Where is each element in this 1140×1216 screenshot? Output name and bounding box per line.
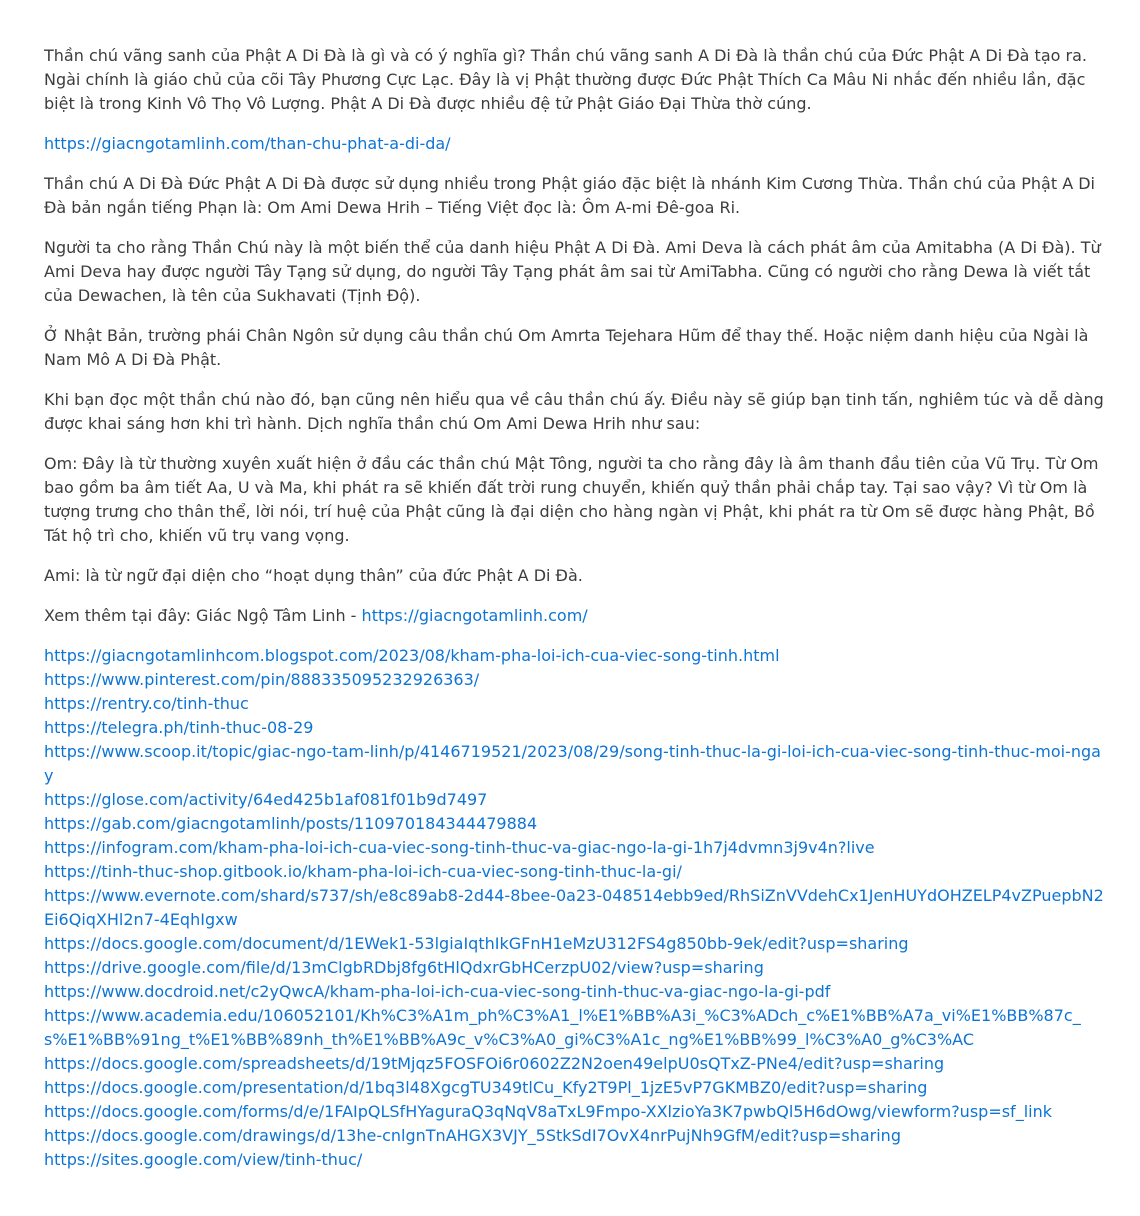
- external-link[interactable]: https://docs.google.com/drawings/d/13he-cnlgnTnAHGX3VJY_5StkSdI7OvX4nrPujNh9GfM/edit?usp=sharing: [44, 1126, 901, 1145]
- external-link[interactable]: https://docs.google.com/forms/d/e/1FAIpQLSfHYaguraQ3qNqV8aTxL9Fmpo-XXlzioYa3K7pwbQl5H6dOwg/viewform?usp=sf_link: [44, 1102, 1052, 1121]
- external-link[interactable]: https://docs.google.com/document/d/1EWek1-53lgiaIqthIkGFnH1eMzU312FS4g850bb-9ek/edit?usp=sharing: [44, 934, 909, 953]
- external-link[interactable]: https://telegra.ph/tinh-thuc-08-29: [44, 718, 314, 737]
- see-more-prefix: Xem thêm tại đây: Giác Ngộ Tâm Linh -: [44, 606, 362, 625]
- external-link[interactable]: https://giacngotamlinhcom.blogspot.com/2023/08/kham-pha-loi-ich-cua-viec-song-tinh.html: [44, 646, 780, 665]
- paragraph-mantra: Thần chú A Di Đà Đức Phật A Di Đà được sử dụng nhiều trong Phật giáo đặc biệt là nhánh Kim Cương Thừa. Thần chú của Phật A Di Đà bản ngắn tiếng Phạn là: Om Ami Dewa Hrih – Tiếng Việt đọc là: Ôm A-mi Đê-goa Ri.: [44, 174, 1095, 217]
- paragraph-japan: Ở Nhật Bản, trường phái Chân Ngôn sử dụng câu thần chú Om Amrta Tejehara Hũm để thay thế. Hoặc niệm danh hiệu của Ngài là Nam Mô A Di Đà Phật.: [44, 326, 1089, 369]
- see-more-link[interactable]: https://giacngotamlinh.com/: [361, 606, 588, 625]
- external-link[interactable]: https://sites.google.com/view/tinh-thuc/: [44, 1150, 363, 1169]
- external-link[interactable]: https://glose.com/activity/64ed425b1af081f01b9d7497: [44, 790, 488, 809]
- article-content: [44, 44, 1104, 1172]
- external-link[interactable]: https://www.evernote.com/shard/s737/sh/e8c89ab8-2d44-8bee-0a23-048514ebb9ed/RhSiZnVVdehCx1JenHUYdOHZELP4vZPuepbN2Ei6QiqXHl2n7-4EqhIgxw: [44, 886, 1104, 929]
- paragraph-ami: Ami: là từ ngữ đại diện cho “hoạt dụng thân” của đức Phật A Di Đà.: [44, 566, 583, 585]
- external-link[interactable]: https://tinh-thuc-shop.gitbook.io/kham-pha-loi-ich-cua-viec-song-tinh-thuc-la-gi/: [44, 862, 682, 881]
- external-link[interactable]: https://drive.google.com/file/d/13mClgbRDbj8fg6tHlQdxrGbHCerzpU02/view?usp=sharing: [44, 958, 764, 977]
- external-link[interactable]: https://rentry.co/tinh-thuc: [44, 694, 249, 713]
- link-than-chu-phat-a-di-da[interactable]: https://giacngotamlinh.com/than-chu-phat-a-di-da/: [44, 134, 451, 153]
- external-link[interactable]: https://www.pinterest.com/pin/888335095232926363/: [44, 670, 480, 689]
- external-link[interactable]: https://docs.google.com/spreadsheets/d/19tMjqz5FOSFOi6r0602Z2N2oen49elpU0sQTxZ-PNe4/edit?usp=sharing: [44, 1054, 945, 1073]
- external-link[interactable]: https://www.scoop.it/topic/giac-ngo-tam-linh/p/4146719521/2023/08/29/song-tinh-thuc-la-gi-loi-ich-cua-viec-song-tinh-thuc-moi-ngay: [44, 742, 1101, 785]
- link-list: [44, 644, 1104, 1172]
- external-link[interactable]: https://docs.google.com/presentation/d/1bq3l48XgcgTU349tlCu_Kfy2T9Pl_1jzE5vP7GKMBZ0/edit?usp=sharing: [44, 1078, 928, 1097]
- first-link-paragraph: [44, 132, 1104, 156]
- paragraph-intro: Thần chú vãng sanh của Phật A Di Đà là gì và có ý nghĩa gì? Thần chú vãng sanh A Di Đà là thần chú của Đức Phật A Di Đà tạo ra. Ngài chính là giáo chủ của cõi Tây Phương Cực Lạc. Đây là vị Phật thường được Đức Phật Thích Ca Mâu Ni nhắc đến nhiều lần, đặc biệt là trong Kinh Vô Thọ Vô Lượng. Phật A Di Đà được nhiều đệ tử Phật Giáo Đại Thừa thờ cúng.: [44, 46, 1087, 113]
- paragraph-meaning-intro: Khi bạn đọc một thần chú nào đó, bạn cũng nên hiểu qua về câu thần chú ấy. Điều này sẽ giúp bạn tinh tấn, nghiêm túc và dễ dàng được khai sáng hơn khi trì hành. Dịch nghĩa thần chú Om Ami Dewa Hrih như sau:: [44, 390, 1104, 433]
- external-link[interactable]: https://infogram.com/kham-pha-loi-ich-cua-viec-song-tinh-thuc-va-giac-ngo-la-gi-1h7j4dvmn3j9v4n?live: [44, 838, 875, 857]
- see-more-paragraph: [44, 604, 1104, 628]
- external-link[interactable]: https://www.docdroid.net/c2yQwcA/kham-pha-loi-ich-cua-viec-song-tinh-thuc-va-giac-ngo-la-gi-pdf: [44, 982, 831, 1001]
- paragraph-variant: Người ta cho rằng Thần Chú này là một biến thể của danh hiệu Phật A Di Đà. Ami Deva là cách phát âm của Amitabha (A Di Đà). Từ Ami Deva hay được người Tây Tạng sử dụng, do người Tây Tạng phát âm sai từ AmiTabha. Cũng có người cho rằng Dewa là viết tắt của Dewachen, là tên của Sukhavati (Tịnh Độ).: [44, 238, 1101, 305]
- paragraph-om: Om: Đây là từ thường xuyên xuất hiện ở đầu các thần chú Mật Tông, người ta cho rằng đây là âm thanh đầu tiên của Vũ Trụ. Từ Om bao gồm ba âm tiết Aa, U và Ma, khi phát ra sẽ khiến đất trời rung chuyển, khiến quỷ thần phải chắp tay. Tại sao vậy? Vì từ Om là tượng trưng cho thân thể, lời nói, trí huệ của Phật cũng là đại diện cho hàng ngàn vị Phật, khi phát ra từ Om sẽ được hàng Phật, Bồ Tát hộ trì cho, khiến vũ trụ vang vọng.: [44, 454, 1099, 545]
- external-link[interactable]: https://www.academia.edu/106052101/Kh%C3%A1m_ph%C3%A1_l%E1%BB%A3i_%C3%ADch_c%E1%BB%A7a_vi%E1%BB%87c_s%E1%BB%91ng_t%E1%BB%89nh_th%E1%BB%A9c_v%C3%A0_gi%C3%A1c_ng%E1%BB%99_l%C3%A0_g%C3%AC: [44, 1006, 1081, 1049]
- external-link[interactable]: https://gab.com/giacngotamlinh/posts/110970184344479884: [44, 814, 538, 833]
